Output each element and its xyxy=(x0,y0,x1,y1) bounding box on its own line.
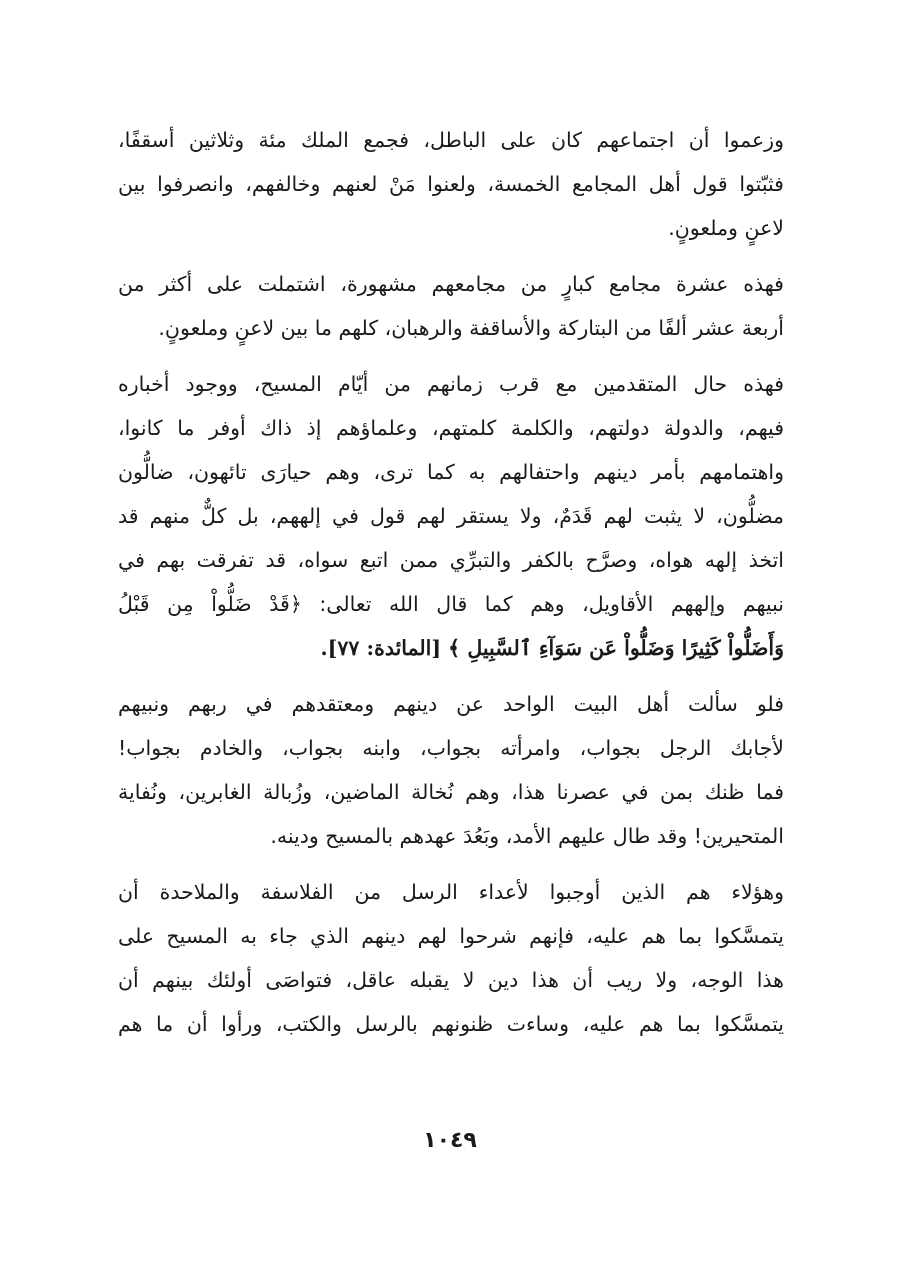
text-line: مضلُّون، لا يثبت لهم قَدَمٌ، ولا يستقر لهم قول في إلههم، بل كلٌّ منهم قد xyxy=(118,504,784,528)
text-line: نبيهم وإلههم الأقاويل، وهم كما قال الله تعالى: ﴿قَدْ ضَلُّواْ مِن قَبْلُ xyxy=(118,592,784,616)
text-line: المتحيرين! وقد طال عليهم الأمد، وبَعُدَ عهدهم بالمسيح ودينه. xyxy=(270,824,784,848)
paragraph-gap xyxy=(118,858,784,870)
text-line: لاعنٍ وملعونٍ. xyxy=(668,216,784,240)
paragraph-1 xyxy=(118,118,784,250)
text-line: فهذه عشرة مجامع كبارٍ من مجامعهم مشهورة، اشتملت على أكثر من xyxy=(118,272,784,296)
text-line: فهذه حال المتقدمين مع قرب زمانهم من أيّام المسيح، ووجود أخباره xyxy=(118,372,784,396)
text-line: يتمسَّكوا بما هم عليه، وساءت ظنونهم بالرسل والكتب، ورأوا أن ما هم xyxy=(118,1012,784,1036)
text-line: فلو سألت أهل البيت الواحد عن دينهم ومعتقدهم في ربهم ونبيهم xyxy=(118,692,784,716)
quran-verse-line: وَأَضَلُّواْ كَثِيرًا وَضَلُّواْ عَن سَوَآءِ ٱلسَّبِيلِ ﴾ [المائدة: ٧٧]. xyxy=(320,636,784,660)
text-line: أربعة عشر ألفًا من البتاركة والأساقفة والرهبان، كلهم ما بين لاعنٍ وملعونٍ. xyxy=(158,316,784,340)
paragraph-gap xyxy=(118,350,784,362)
text-line: لأجابك الرجل بجواب، وامرأته بجواب، وابنه بجواب، والخادم بجواب! xyxy=(118,736,784,760)
paragraph-3 xyxy=(118,362,784,670)
text-line: فما ظنك بمن في عصرنا هذا، وهم نُخالة الماضين، وزُبالة الغابرين، ونُفاية xyxy=(118,780,784,804)
text-line: يتمسَّكوا بما هم عليه، فإنهم شرحوا لهم دينهم الذي جاء به المسيح على xyxy=(118,924,784,948)
text-line: اتخذ إلهه هواه، وصرَّح بالكفر والتبرِّي ممن اتبع سواه، قد تفرقت بهم في xyxy=(118,548,784,572)
page-number: ١٠٤٩ xyxy=(423,1128,477,1153)
text-line: وهؤلاء هم الذين أوجبوا لأعداء الرسل من الفلاسفة والملاحدة أن xyxy=(118,880,784,904)
paragraph-2 xyxy=(118,262,784,350)
text-line: واهتمامهم بأمر دينهم واحتفالهم به كما ترى، وهم حيارَى تائهون، ضالُّون xyxy=(118,460,784,484)
paragraph-gap xyxy=(118,670,784,682)
paragraph-4 xyxy=(118,682,784,858)
page-body xyxy=(118,118,784,1046)
text-line: وزعموا أن اجتماعهم كان على الباطل، فجمع الملك مئة وثلاثين أسقفًا، xyxy=(118,128,784,152)
text-line: فيهم، والدولة دولتهم، والكلمة كلمتهم، وعلماؤهم إذ ذاك أوفر ما كانوا، xyxy=(118,416,784,440)
text-line: فثبّتوا قول أهل المجامع الخمسة، ولعنوا مَنْ لعنهم وخالفهم، وانصرفوا بين xyxy=(118,172,784,196)
text-line: هذا الوجه، ولا ريب أن هذا دين لا يقبله عاقل، فتواصَى أولئك بينهم أن xyxy=(118,968,784,992)
paragraph-gap xyxy=(118,250,784,262)
paragraph-5 xyxy=(118,870,784,1046)
